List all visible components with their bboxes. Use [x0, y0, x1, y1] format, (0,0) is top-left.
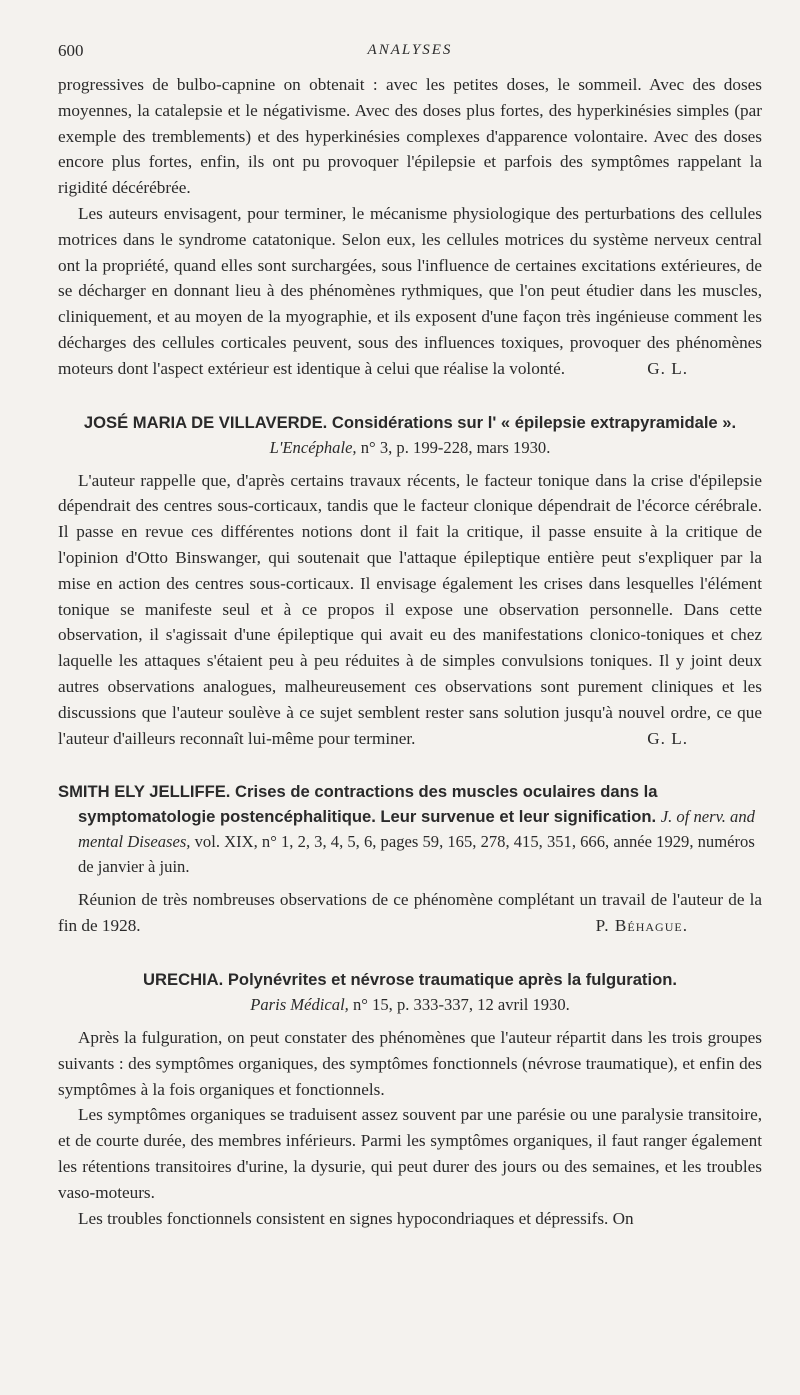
article-urechia — [58, 967, 762, 1231]
article-heading — [58, 967, 762, 1017]
paragraph: Après la fulguration, on peut constater des phénomènes que l'auteur répartit dans les trois groupes suivants : des symptômes organiques, des symptômes fonctionnels (névrose traumatique), et enfin des symptômes à la fois organiques et fonctionnels. — [58, 1027, 762, 1099]
article-source — [270, 438, 551, 457]
signature: G. L. — [647, 728, 688, 748]
journal-name: L'Encéphale, — [269, 437, 357, 457]
article-title-continuation — [58, 804, 762, 879]
source-details: n° 15, p. 333-337, 12 avril 1930. — [352, 994, 570, 1014]
paragraph: Les troubles fonctionnels consistent en signes hypocondriaques et dépressifs. On — [78, 1208, 634, 1228]
article-title: JOSÉ MARIA DE VILLAVERDE. Considérations sur l' « épilepsie extrapyramidale ». — [83, 412, 737, 432]
paragraph — [58, 201, 762, 382]
paragraph: Les symptômes organiques se traduisent assez souvent par une parésie ou une paralysie transitoire, et de courte durée, des membres inférieurs. Parmi les symptômes organiques, il faut ranger également les rétentions transitoires d'urine, la dysurie, qui peut durer des jours ou des semaines, et les troubles vaso-moteurs. — [58, 1105, 762, 1202]
article-heading — [58, 779, 762, 879]
article-title-line: symptomatologie postencéphalitique. Leur survenue et leur signification. — [78, 807, 657, 827]
paragraph: progressives de bulbo-capnine on obtenait : avec les petites doses, le sommeil. Avec des doses moyennes, la catalepsie et le négativisme. Avec des doses plus fortes, des hyperkinésies simples (par exemple des tremblements) et des hyperkinésies complexes d'apparence volontaire. Avec des doses encore plus fortes, enfin, ils ont pu provoquer l'épilepsie et parfois des symptômes rappelant la rigidité décérébrée. — [58, 75, 762, 198]
article-heading — [58, 410, 762, 460]
running-title: ANALYSES — [367, 42, 453, 58]
paragraph-text: Réunion de très nombreuses observations de ce phénomène complétant un travail de l'auteur de la fin de 1928. — [58, 890, 762, 936]
page-number: 600 — [58, 41, 84, 60]
article-source — [58, 992, 762, 1017]
article-title-line: SMITH ELY JELLIFFE. Crises de contractions des muscles oculaires dans la — [58, 782, 658, 802]
paragraph — [58, 887, 762, 939]
journal-name: Paris Médical, — [250, 994, 349, 1014]
journal-name: J. of nerv. and mental Diseases, — [78, 807, 755, 852]
paragraph — [58, 468, 762, 752]
article-title: URECHIA. Polynévrites et névrose traumatique après la fulguration. — [143, 969, 677, 989]
paragraph-text: Les auteurs envisagent, pour terminer, le mécanisme physiologique des perturbations des cellules motrices dans le syndrome catatonique. Selon eux, les cellules motrices du système nerveux central ont la propriété, quand elles sont surchargées, sous l'influence de certaines excitations extérieures, de se décharger en donnant lieu à des phénomènes rythmiques, que l'on peut étudier dans les muscles, cliniquement, et au moyen de la myographie, et ils exposent d'une façon très ingénieuse comment les décharges des cellules corticales peuvent, sous des influences toxiques, provoquer des phénomènes moteurs dont l'aspect extérieur est identique à celui que réalise la volonté. — [58, 203, 762, 378]
running-header — [58, 38, 762, 72]
carryover-section — [58, 72, 762, 382]
article-jelliffe — [58, 779, 762, 939]
paragraph-text: L'auteur rappelle que, d'après certains travaux récents, le facteur tonique dans la crise d'épilepsie dépendrait des centres sous-corticaux, tandis que le facteur clonique dépendrait de l'écorce cérébrale. Il passe en revue ces différentes notions dont il fait la critique, il passe ensuite à la critique de l'opinion d'Otto Binswanger, qui soutenait que l'attaque épileptique entière peut s'expliquer par la mise en action des centres sous-corticaux. Il envisage également les crises dans lesquelles l'élément tonique se manifeste seul et à ce propos il expose une observation personnelle. Dans cette observation, il s'agissait d'une épileptique qui avait eu des manifestations clonico-toniques et chez laquelle les attaques s'étaient peu à peu réduites à de simples convulsions toniques. Il y joint deux autres observations analogues, malheureusement ces observations sont purement cliniques et les discussions que l'auteur soulève à ce sujet semblent rester sans solution jusqu'à nouvel ordre, ce que l'auteur d'ailleurs reconnaît lui-même pour terminer. — [58, 470, 762, 748]
source-details: n° 3, p. 199-228, mars 1930. — [360, 437, 551, 457]
article-villaverde — [58, 410, 762, 752]
source-details: vol. XIX, n° 1, 2, 3, 4, 5, 6, pages 59, 165, 278, 415, 351, 666, année 1929, numéros de janvier à juin. — [78, 832, 755, 877]
signature: G. L. — [647, 358, 688, 378]
signature: P. Béhague. — [595, 916, 688, 936]
